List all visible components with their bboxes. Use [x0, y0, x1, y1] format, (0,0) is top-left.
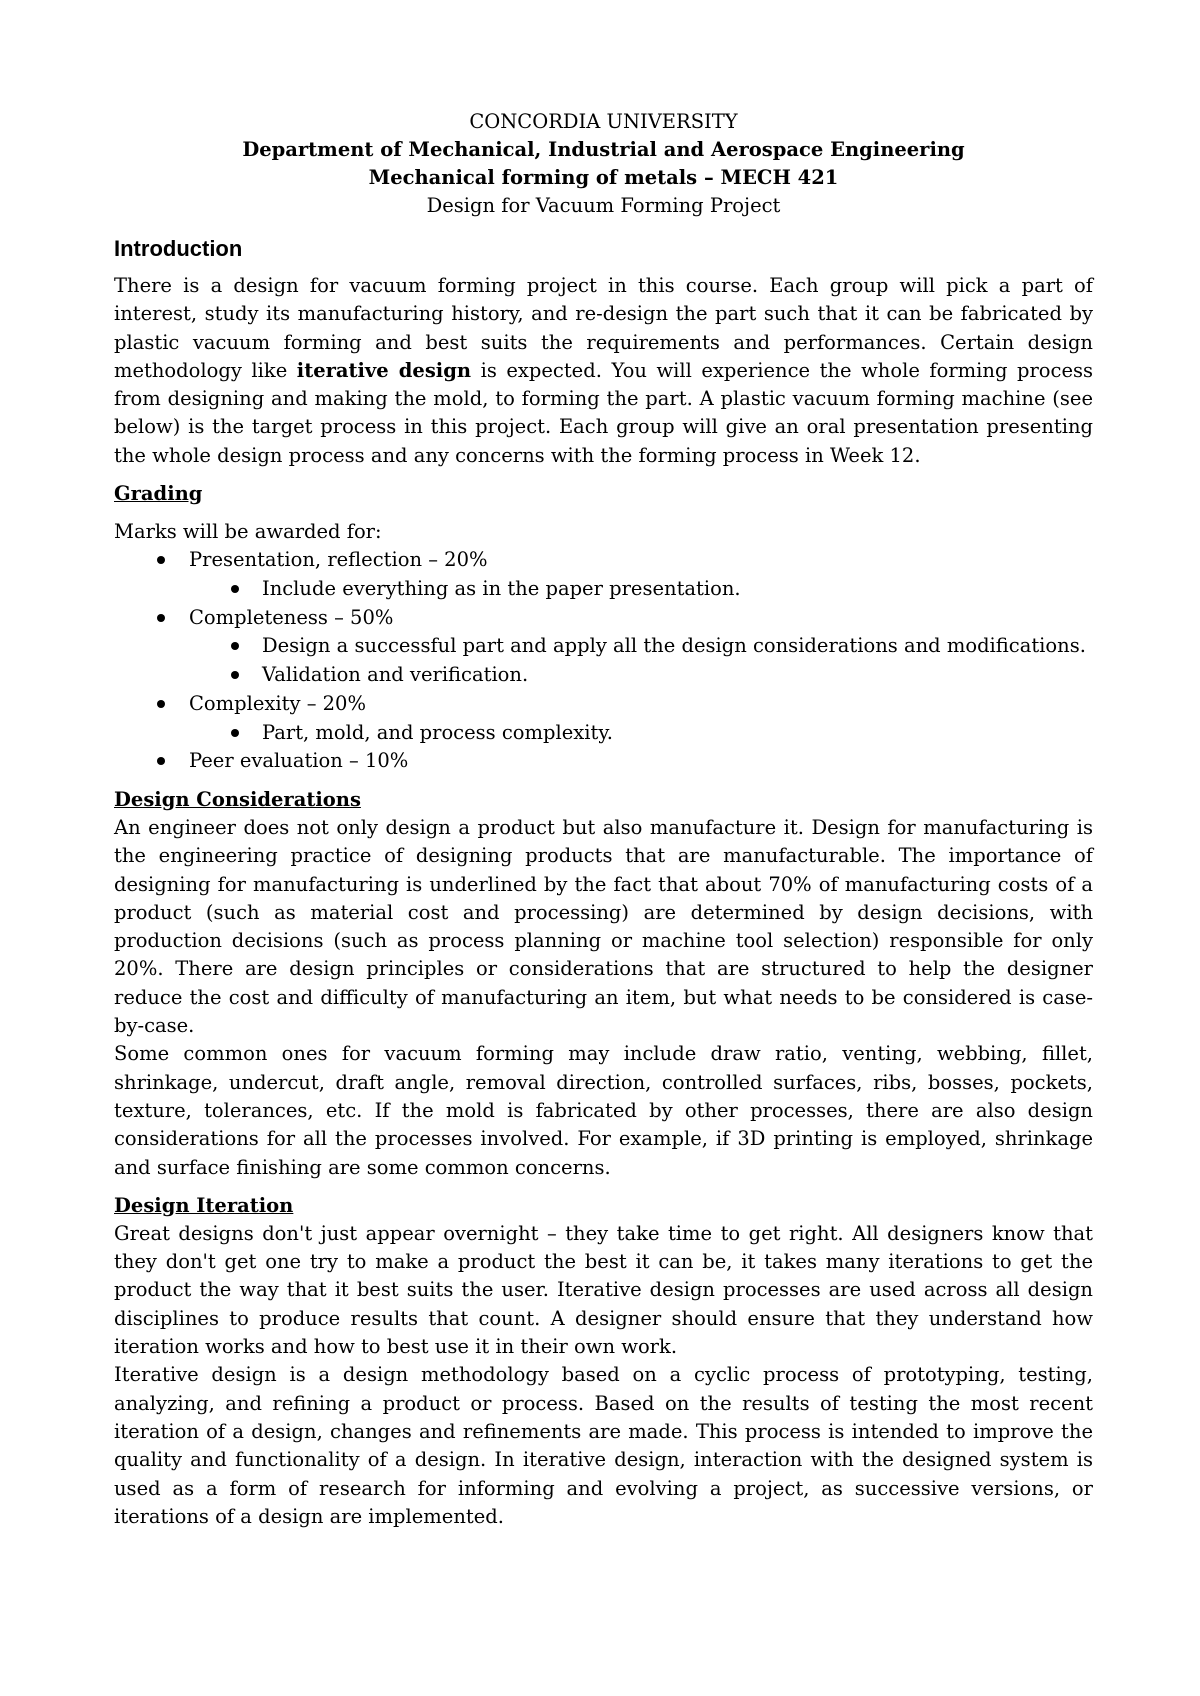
- intro-emphasis: iterative design: [296, 358, 472, 382]
- grading-item: [114, 604, 1093, 633]
- university-name: CONCORDIA UNIVERSITY: [469, 110, 738, 133]
- grading-item-text: Peer evaluation – 10%: [189, 749, 409, 773]
- document-header: [114, 108, 1093, 220]
- grading-intro: Marks will be awarded for:: [114, 520, 382, 544]
- grading-item-text: Complexity – 20%: [189, 691, 366, 715]
- course-title: Mechanical forming of metals – MECH 421: [368, 166, 839, 189]
- grading-item: [114, 690, 1093, 719]
- design-considerations-paragraph: An engineer does not only design a product but also manufacture it. Design for manufacturing is the engineering practice of designing products that are manufacturable. The importance of designing for manufacturing is underlined by the fact that about 70% of manufacturing costs of a product (such as material cost and processing) are determined by design decisions, with production decisions (such as process planning or machine tool selection) responsible for only 20%. There are design principles or considerations that are structured to help the designer reduce the cost and difficulty of manufacturing an item, but what needs to be considered is case-by-case.: [114, 816, 1093, 1038]
- grading-subitem: [114, 632, 1093, 661]
- design-iteration-heading: Design Iteration: [114, 1193, 294, 1217]
- grading-list: [114, 546, 1093, 776]
- intro-text-after: is expected. You will experience the whole forming process from designing and making the mold, to forming the part. A plastic vacuum forming machine (see below) is the target process in this project. Each group will give an oral presentation presenting the whole design process and any concerns with the forming process in Week 12.: [114, 358, 1093, 467]
- bullet-icon: [231, 729, 239, 737]
- grading-heading: Grading: [114, 482, 203, 506]
- department-name: Department of Mechanical, Industrial and Aerospace Engineering: [242, 138, 965, 161]
- grading-subitem: [114, 719, 1093, 748]
- project-title: Design for Vacuum Forming Project: [426, 194, 781, 217]
- grading-item: [114, 747, 1093, 776]
- grading-subitem: [114, 575, 1093, 604]
- introduction-paragraph: [114, 272, 1093, 470]
- design-iteration-paragraph: Iterative design is a design methodology based on a cyclic process of prototyping, testing, analyzing, and refining a product or process. Based on the results of testing the most recent iteration of a design, changes and refinements are made. This process is intended to improve the quality and functionality of a design. In iterative design, interaction with the designed system is used as a form of research for informing and evolving a project, as successive versions, or iterations of a design are implemented.: [114, 1363, 1093, 1528]
- design-considerations-heading: Design Considerations: [114, 788, 361, 811]
- bullet-icon: [231, 671, 239, 679]
- grading-subitem: [114, 661, 1093, 690]
- grading-subitem-text: Design a successful part and apply all the design considerations and modifications.: [262, 634, 1086, 658]
- grading-item-text: Presentation, reflection – 20%: [189, 548, 488, 572]
- grading-subitem-text: Part, mold, and process complexity.: [262, 720, 613, 744]
- bullet-icon: [231, 642, 239, 650]
- bullet-icon: [157, 614, 165, 622]
- bullet-icon: [231, 585, 239, 593]
- grading-item: [114, 546, 1093, 575]
- bullet-icon: [157, 700, 165, 708]
- grading-subitem-text: Include everything as in the paper presentation.: [262, 577, 741, 601]
- design-considerations-paragraph: Some common ones for vacuum forming may include draw ratio, venting, webbing, fillet, shrinkage, undercut, draft angle, removal direction, controlled surfaces, ribs, bosses, pockets, texture, tolerances, etc. If the mold is fabricated by other processes, there are also design considerations for all the processes involved. For example, if 3D printing is employed, shrinkage and surface finishing are some common concerns.: [114, 1042, 1093, 1179]
- bullet-icon: [157, 556, 165, 564]
- introduction-heading: Introduction: [114, 236, 243, 261]
- document-page: [114, 108, 1093, 1531]
- grading-subitem-text: Validation and verification.: [262, 663, 529, 687]
- bullet-icon: [157, 757, 165, 765]
- grading-item-text: Completeness – 50%: [189, 605, 394, 629]
- intro-text-before: There is a design for vacuum forming project in this course. Each group will pick a part of interest, study its manufacturing history, and re-design the part such that it can be fabricated by plastic vacuum forming and best suits the requirements and performances. Certain design methodology like: [114, 274, 1093, 382]
- design-iteration-paragraph: Great designs don't just appear overnight – they take time to get right. All designers know that they don't get one try to make a product the best it can be, it takes many iterations to get the product the way that it best suits the user. Iterative design processes are used across all design disciplines to produce results that count. A designer should ensure that they understand how iteration works and how to best use it in their own work.: [114, 1221, 1093, 1359]
